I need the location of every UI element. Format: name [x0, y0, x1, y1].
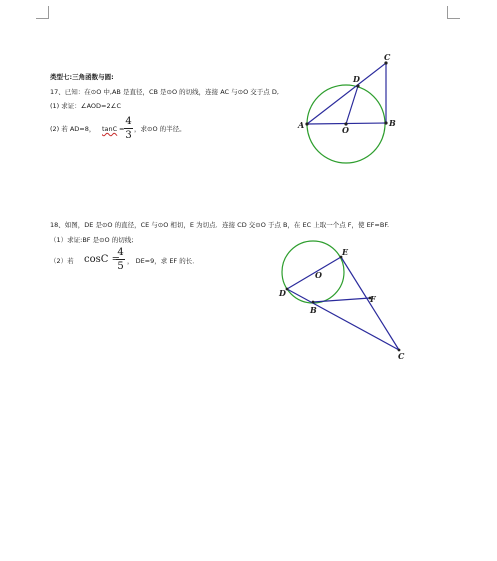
- point-d: [286, 288, 289, 291]
- fraction-denominator: 3: [125, 130, 132, 141]
- label-a: A: [298, 120, 305, 130]
- problem-18-cos-c: cosC =: [84, 254, 120, 265]
- label-d: D: [353, 74, 360, 84]
- problem-18-part-2-prefix: （2）若: [50, 257, 74, 265]
- problem-18-part-2-suffix: ， DE=9，求 EF 的长．: [127, 257, 199, 265]
- segment-dc: [287, 289, 399, 350]
- label-b: B: [389, 118, 396, 128]
- label-o: O: [315, 270, 322, 280]
- label-d: D: [279, 288, 286, 298]
- label-b: B: [310, 305, 317, 315]
- section-title: 类型七:三角函数与圆:: [50, 73, 114, 81]
- segment-bf: [313, 298, 370, 302]
- point-b: [312, 301, 315, 304]
- segment-ac: [307, 63, 386, 124]
- problem-17-part-1: (1) 求证：∠AOD=2∠C: [50, 102, 122, 110]
- label-o: O: [342, 125, 349, 135]
- point-b: [384, 121, 387, 124]
- label-c: C: [384, 52, 391, 62]
- segment-od: [346, 86, 358, 124]
- problem-17-part-2-prefix: (2) 若 AD=8，: [50, 125, 96, 133]
- circle-o: [282, 241, 344, 303]
- fraction-numerator: 4: [117, 247, 124, 258]
- problem-17-equals: =: [119, 125, 125, 133]
- figure-17: [297, 52, 396, 163]
- fraction-denominator: 5: [117, 261, 124, 272]
- problem-17-tan-c: tanC: [102, 125, 118, 133]
- label-e: E: [342, 247, 349, 257]
- fraction-numerator: 4: [125, 116, 132, 127]
- problem-18-intro: 18、如图，DE 是⊙O 的直径，CE 与⊙O 相切，E 为切点．连接 CD 交⊙O 于点 B，在 EC 上取一个点 F，使 EF=BF.: [50, 221, 390, 229]
- problem-18-part-1: （1）求证:BF 是⊙O 的切线;: [50, 236, 134, 244]
- segment-de: [287, 257, 341, 289]
- label-c: C: [398, 351, 405, 361]
- point-d: [356, 84, 359, 87]
- figure-18: [278, 241, 405, 361]
- label-f: F: [370, 294, 376, 304]
- point-a: [305, 122, 308, 125]
- problem-17-intro: 17、已知：在⊙O 中,AB 是直径，CB 是⊙O 的切线，连接 AC 与⊙O 交于点 D,: [50, 88, 279, 96]
- problem-17-part-2-suffix: ，求⊙O 的半径。: [134, 125, 186, 133]
